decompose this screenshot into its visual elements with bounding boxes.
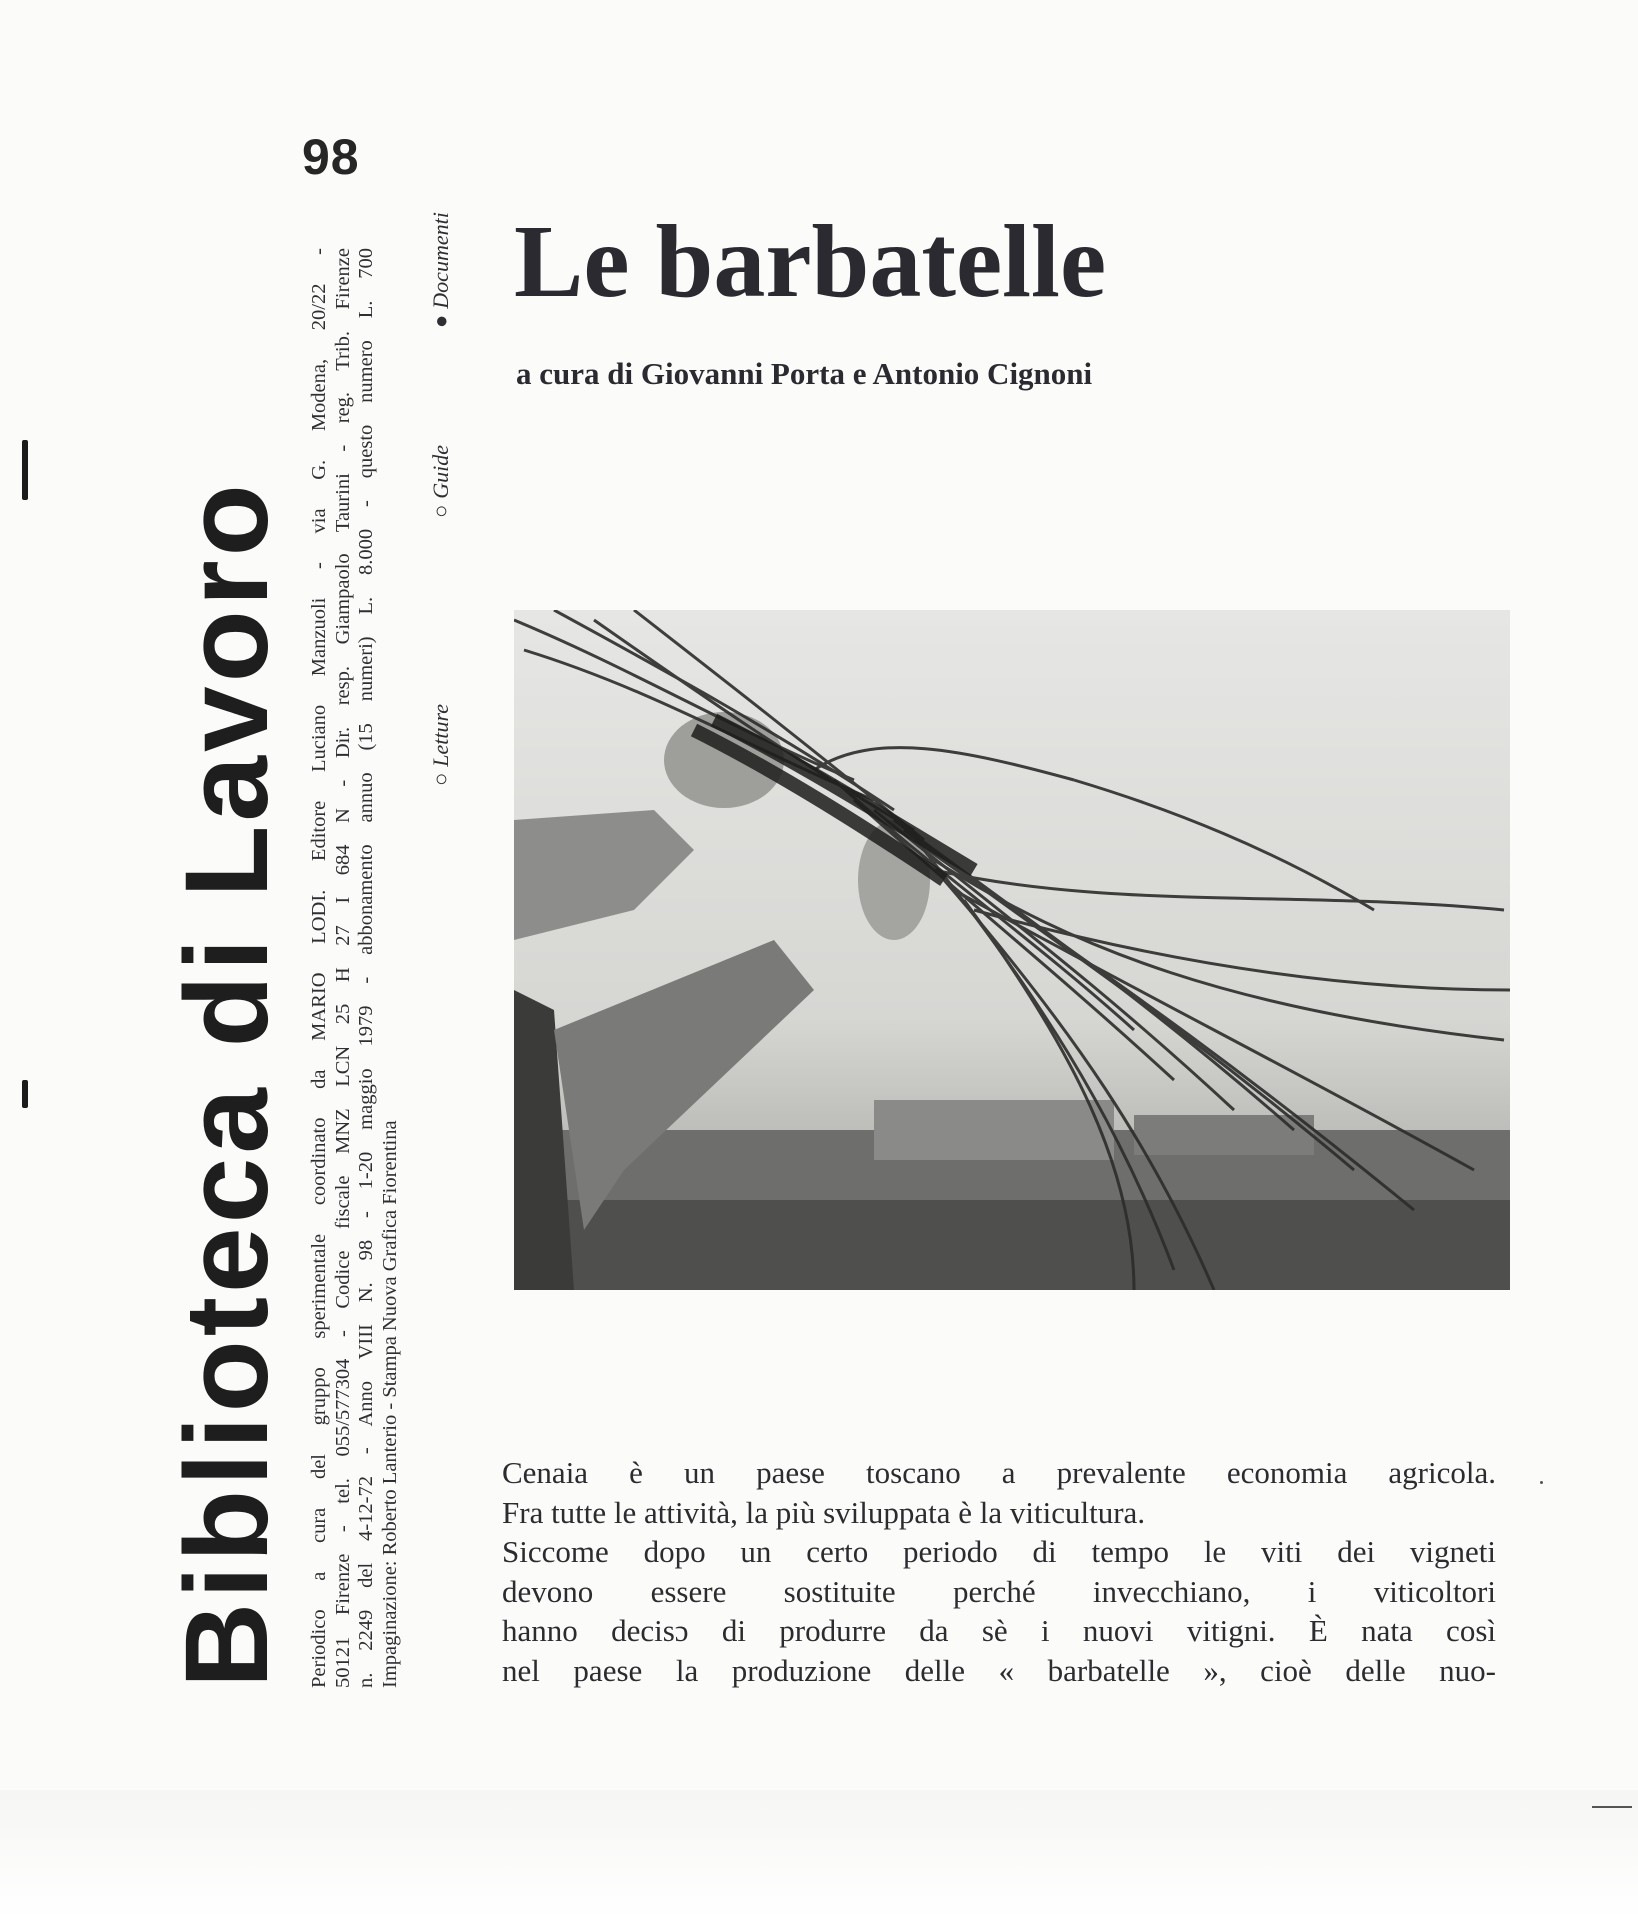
spine-column: [161, 212, 468, 1688]
imprint-line: Periodico a cura del gruppo sperimentale coordinato da MARIO LODI. Editore Luciano Manzuoli - via G. Modena, 20/22 -: [308, 248, 330, 1688]
category-list: [428, 212, 458, 1688]
body-line: Fra tutte le attività, la più sviluppata è la viticultura.: [502, 1494, 1146, 1530]
page-bottom-edge: [0, 1790, 1638, 1920]
photo-hands-holding-rooted-vines: [514, 610, 1510, 1290]
body-line: Cenaia è un paese toscano a prevalente economia agricola.: [502, 1455, 1496, 1490]
imprint-text: [308, 248, 402, 1688]
photo-illustration: [514, 610, 1510, 1290]
filled-circle-icon: ●: [428, 314, 453, 328]
category-label: Letture: [428, 703, 453, 767]
scan-mark: [1540, 1481, 1543, 1484]
binding-mark: [22, 440, 28, 500]
category-guide: [428, 445, 454, 518]
body-text: [502, 1453, 1496, 1690]
empty-circle-icon: ○: [428, 772, 453, 786]
binding-mark: [22, 1080, 28, 1108]
category-label: Documenti: [428, 212, 453, 309]
category-documenti: [428, 212, 454, 328]
body-line: Siccome dopo un certo periodo di tempo le viti dei vigneti: [502, 1534, 1496, 1569]
document-title: Le barbatelle: [514, 204, 1107, 319]
imprint-line: n. 2249 del 4-12-72 - Anno VIII N. 98 - 1-20 maggio 1979 - abbonamento annuo (15 numeri) L. 8.000 - questo numero L. 700: [355, 248, 377, 1688]
issue-number: 98: [302, 129, 360, 185]
scan-mark: [1592, 1806, 1632, 1808]
series-title: Biblioteca di Lavoro: [161, 480, 293, 1688]
category-label: Guide: [428, 444, 453, 499]
imprint-line: 50121 Firenze - tel. 055/577304 - Codice fiscale MNZ LCN 25 H 27 I 684 N - Dir. resp. Giampaolo Taurini - reg. Trib. Firenze: [331, 248, 354, 1688]
body-line: nel paese la produzione delle « barbatelle », cioè delle nuo-: [502, 1652, 1496, 1688]
body-line: devono essere sostituite perché invecchiano, i viticoltori: [502, 1573, 1496, 1609]
imprint-line: Impaginazione: Roberto Lanterio - Stampa Nuova Grafica Fiorentina: [378, 1120, 401, 1688]
body-line: hanno decisɔ di produrre da sè i nuovi vitigni. È nata così: [502, 1613, 1496, 1648]
document-subtitle: a cura di Giovanni Porta e Antonio Cignoni: [516, 356, 1093, 391]
empty-circle-icon: ○: [428, 504, 453, 518]
category-letture: [428, 704, 454, 786]
